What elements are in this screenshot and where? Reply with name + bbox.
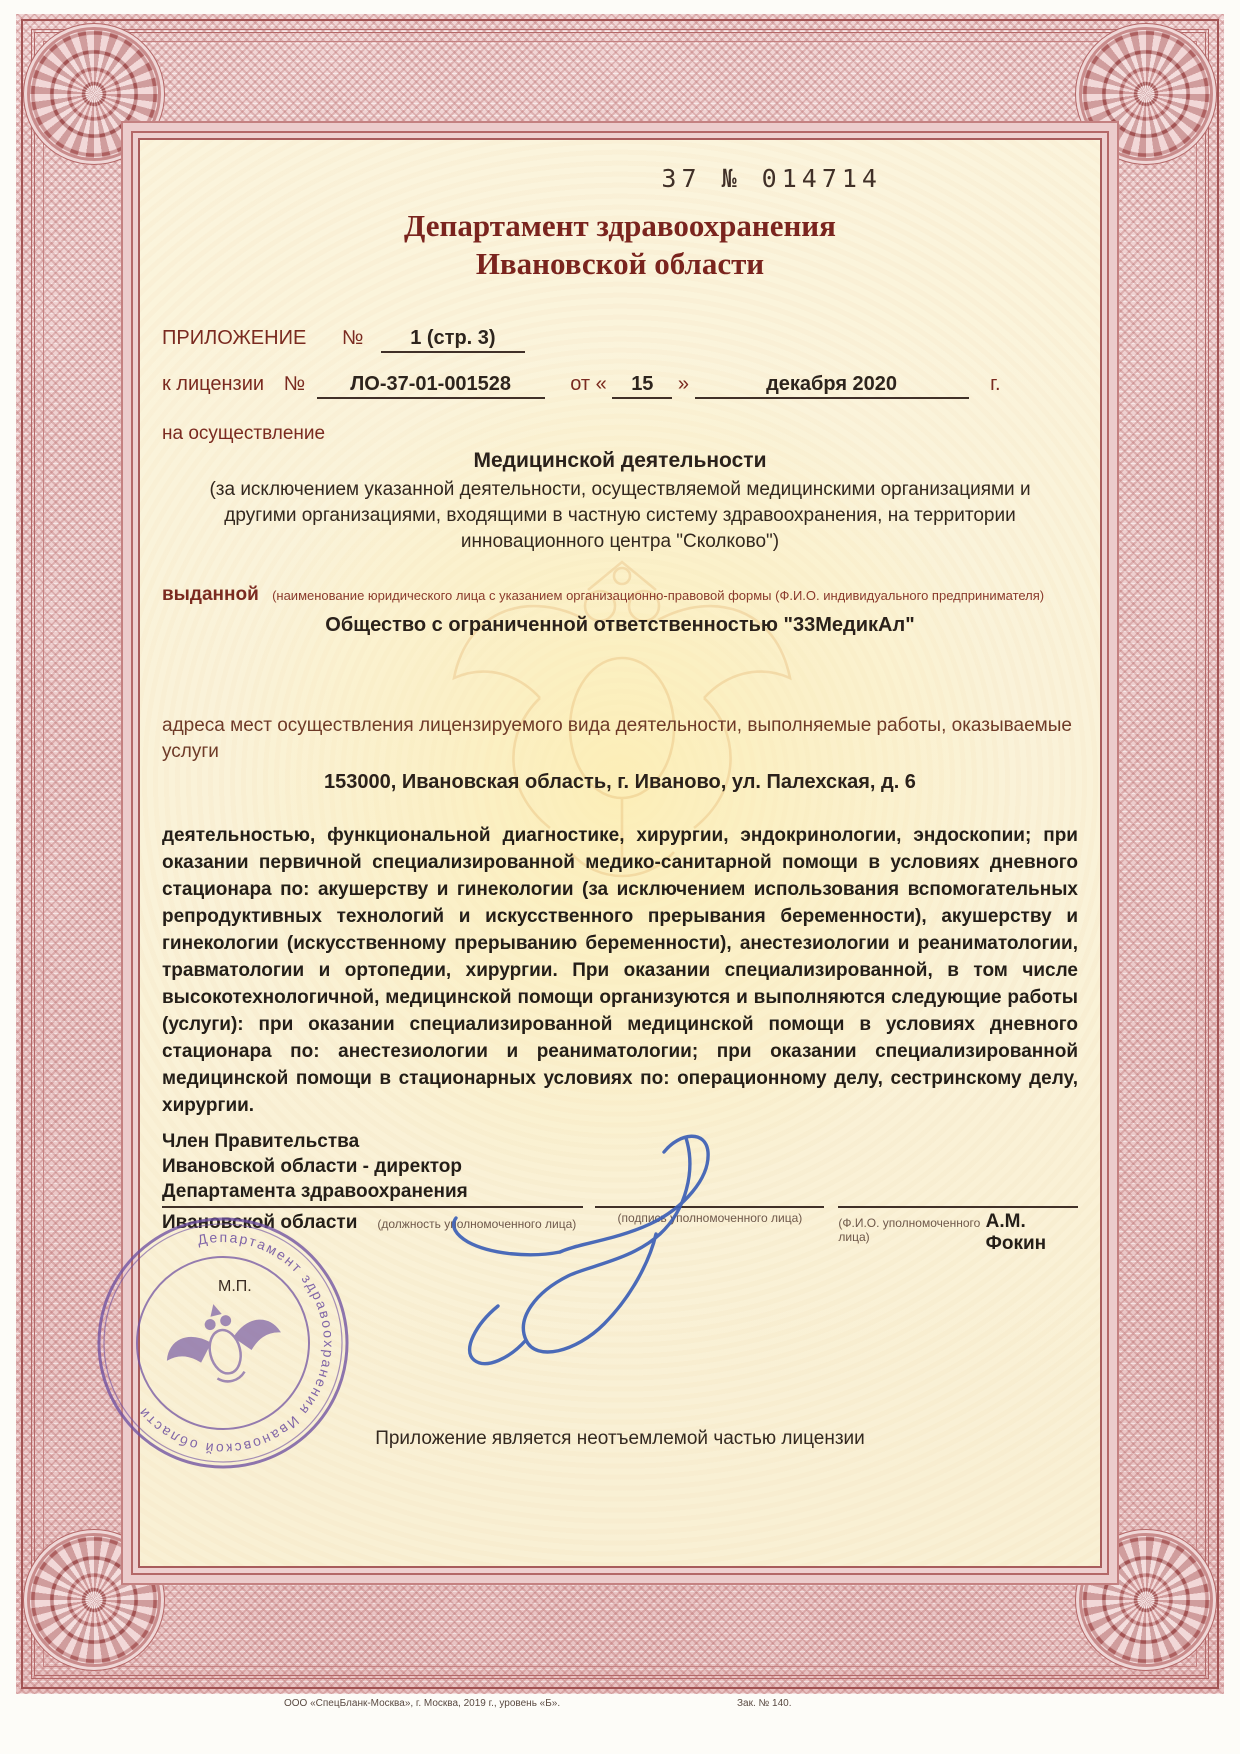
license-year-abbr: г. — [990, 373, 1001, 395]
license-date-day: 15 — [612, 373, 672, 399]
appendix-label: ПРИЛОЖЕНИЕ — [162, 327, 307, 349]
license-date-month-year: декабря 2020 — [695, 373, 969, 399]
svg-text:Департамент здравоохранения Ив — [95, 1205, 361, 1479]
stamp-circular-text: Департамент здравоохранения Ивановской области — [133, 1228, 338, 1458]
certificate-body — [133, 138, 1102, 1568]
print-publisher-note: ООО «СпецБланк-Москва», г. Москва, 2019 г., уровень «Б». — [284, 1698, 561, 1709]
license-label: к лицензии — [162, 373, 265, 395]
authority-title-line1: Департамент здравоохранения — [404, 208, 836, 243]
license-number-sign: № — [283, 373, 306, 395]
signature-caption: (подпись уполномоченного лица) — [617, 1211, 803, 1225]
license-date-close: » — [677, 373, 689, 395]
activity-intro: на осуществление — [162, 423, 326, 444]
issued-to-line — [162, 585, 1078, 606]
signatory-name-column — [838, 1129, 1078, 1255]
name-rule — [838, 1204, 1078, 1208]
appendix-number-value: 1 (стр. 3) — [381, 327, 525, 353]
position-line1: Член Правительства — [162, 1131, 360, 1152]
position-caption: (должность уполномоченного лица) — [377, 1217, 577, 1231]
addresses-label: адреса мест осуществления лицензируемого вида деятельности, выполняемые работы, оказываемые услуги — [162, 715, 1072, 762]
address-value: 153000, Ивановская область, г. Иваново, ул. Палехская, д. 6 — [324, 771, 916, 793]
signature-stroke — [428, 1126, 778, 1381]
position-line4: Ивановской области — [162, 1212, 358, 1233]
authority-title-line2: Ивановской области — [475, 246, 765, 281]
certificate-content — [140, 140, 1100, 1255]
issued-note: (наименование юридического лица с указанием организационно-правовой формы (Ф.И.О. индивидуального предпринимателя) — [272, 588, 1045, 603]
position-line3: Департамента здравоохранения — [162, 1181, 468, 1202]
issued-label: выданной — [162, 584, 259, 605]
form-serial-number: 37 № 014714 — [661, 164, 882, 193]
name-spacer — [838, 1129, 1078, 1204]
activity-title: Медицинской деятельности — [473, 449, 767, 472]
appendix-line — [162, 327, 1078, 353]
stamp-place-label: М.П. — [218, 1278, 252, 1295]
issuing-authority-title — [162, 207, 1078, 283]
position-line2: Ивановской области - директор — [162, 1156, 462, 1177]
appendix-number-sign: № — [341, 327, 364, 349]
license-line — [162, 373, 1078, 399]
print-order-number: Зак. № 140. — [737, 1698, 792, 1709]
signatory-name: А.М. Фокин — [985, 1211, 1047, 1254]
stamp-eagle-emblem — [157, 1291, 288, 1395]
name-bottom-row — [838, 1211, 1078, 1255]
license-date-open: от « — [570, 373, 607, 395]
license-number-value: ЛО-37-01-001528 — [317, 373, 545, 399]
organization-name: Общество с ограниченной ответственностью "33МедикАл" — [325, 614, 915, 636]
licensed-works-text: деятельностью, функциональной диагностике, хирургии, эндокринологии, эндоскопии; при оказании первичной специализированной медико-санитарной помощи в условиях дневного стационара по: акушерству и гинекологии (за исключением использования вспомогательных репродуктивных технологий и искусственного прерывания беременности), акушерству и гинекологии (искусственному прерыванию беременности), анестезиологии и реаниматологии, травматологии и ортопедии, хирургии. При оказании специализированной, в том числе высокотехнологичной, медицинской помощи организуются и выполняются следующие работы (услуги): при оказании специализированной медицинской помощи в условиях дневного стационара по: анестезиологии и реаниматологии; при оказании специализированной медицинской помощи в стационарных условиях по: операционному делу, сестринскому делу, хирургии. — [162, 825, 1078, 1116]
name-caption: (Ф.И.О. уполномоченного лица) — [838, 1216, 981, 1244]
activity-exclusion-note: (за исключением указанной деятельности, осуществляемой медицинскими организациями и другими организациями, входящими в частную систему здравоохранения, на территории инновационного центра "Сколково") — [209, 479, 1031, 552]
integral-part-note: Приложение является неотъемлемой частью лицензии — [375, 1428, 865, 1449]
